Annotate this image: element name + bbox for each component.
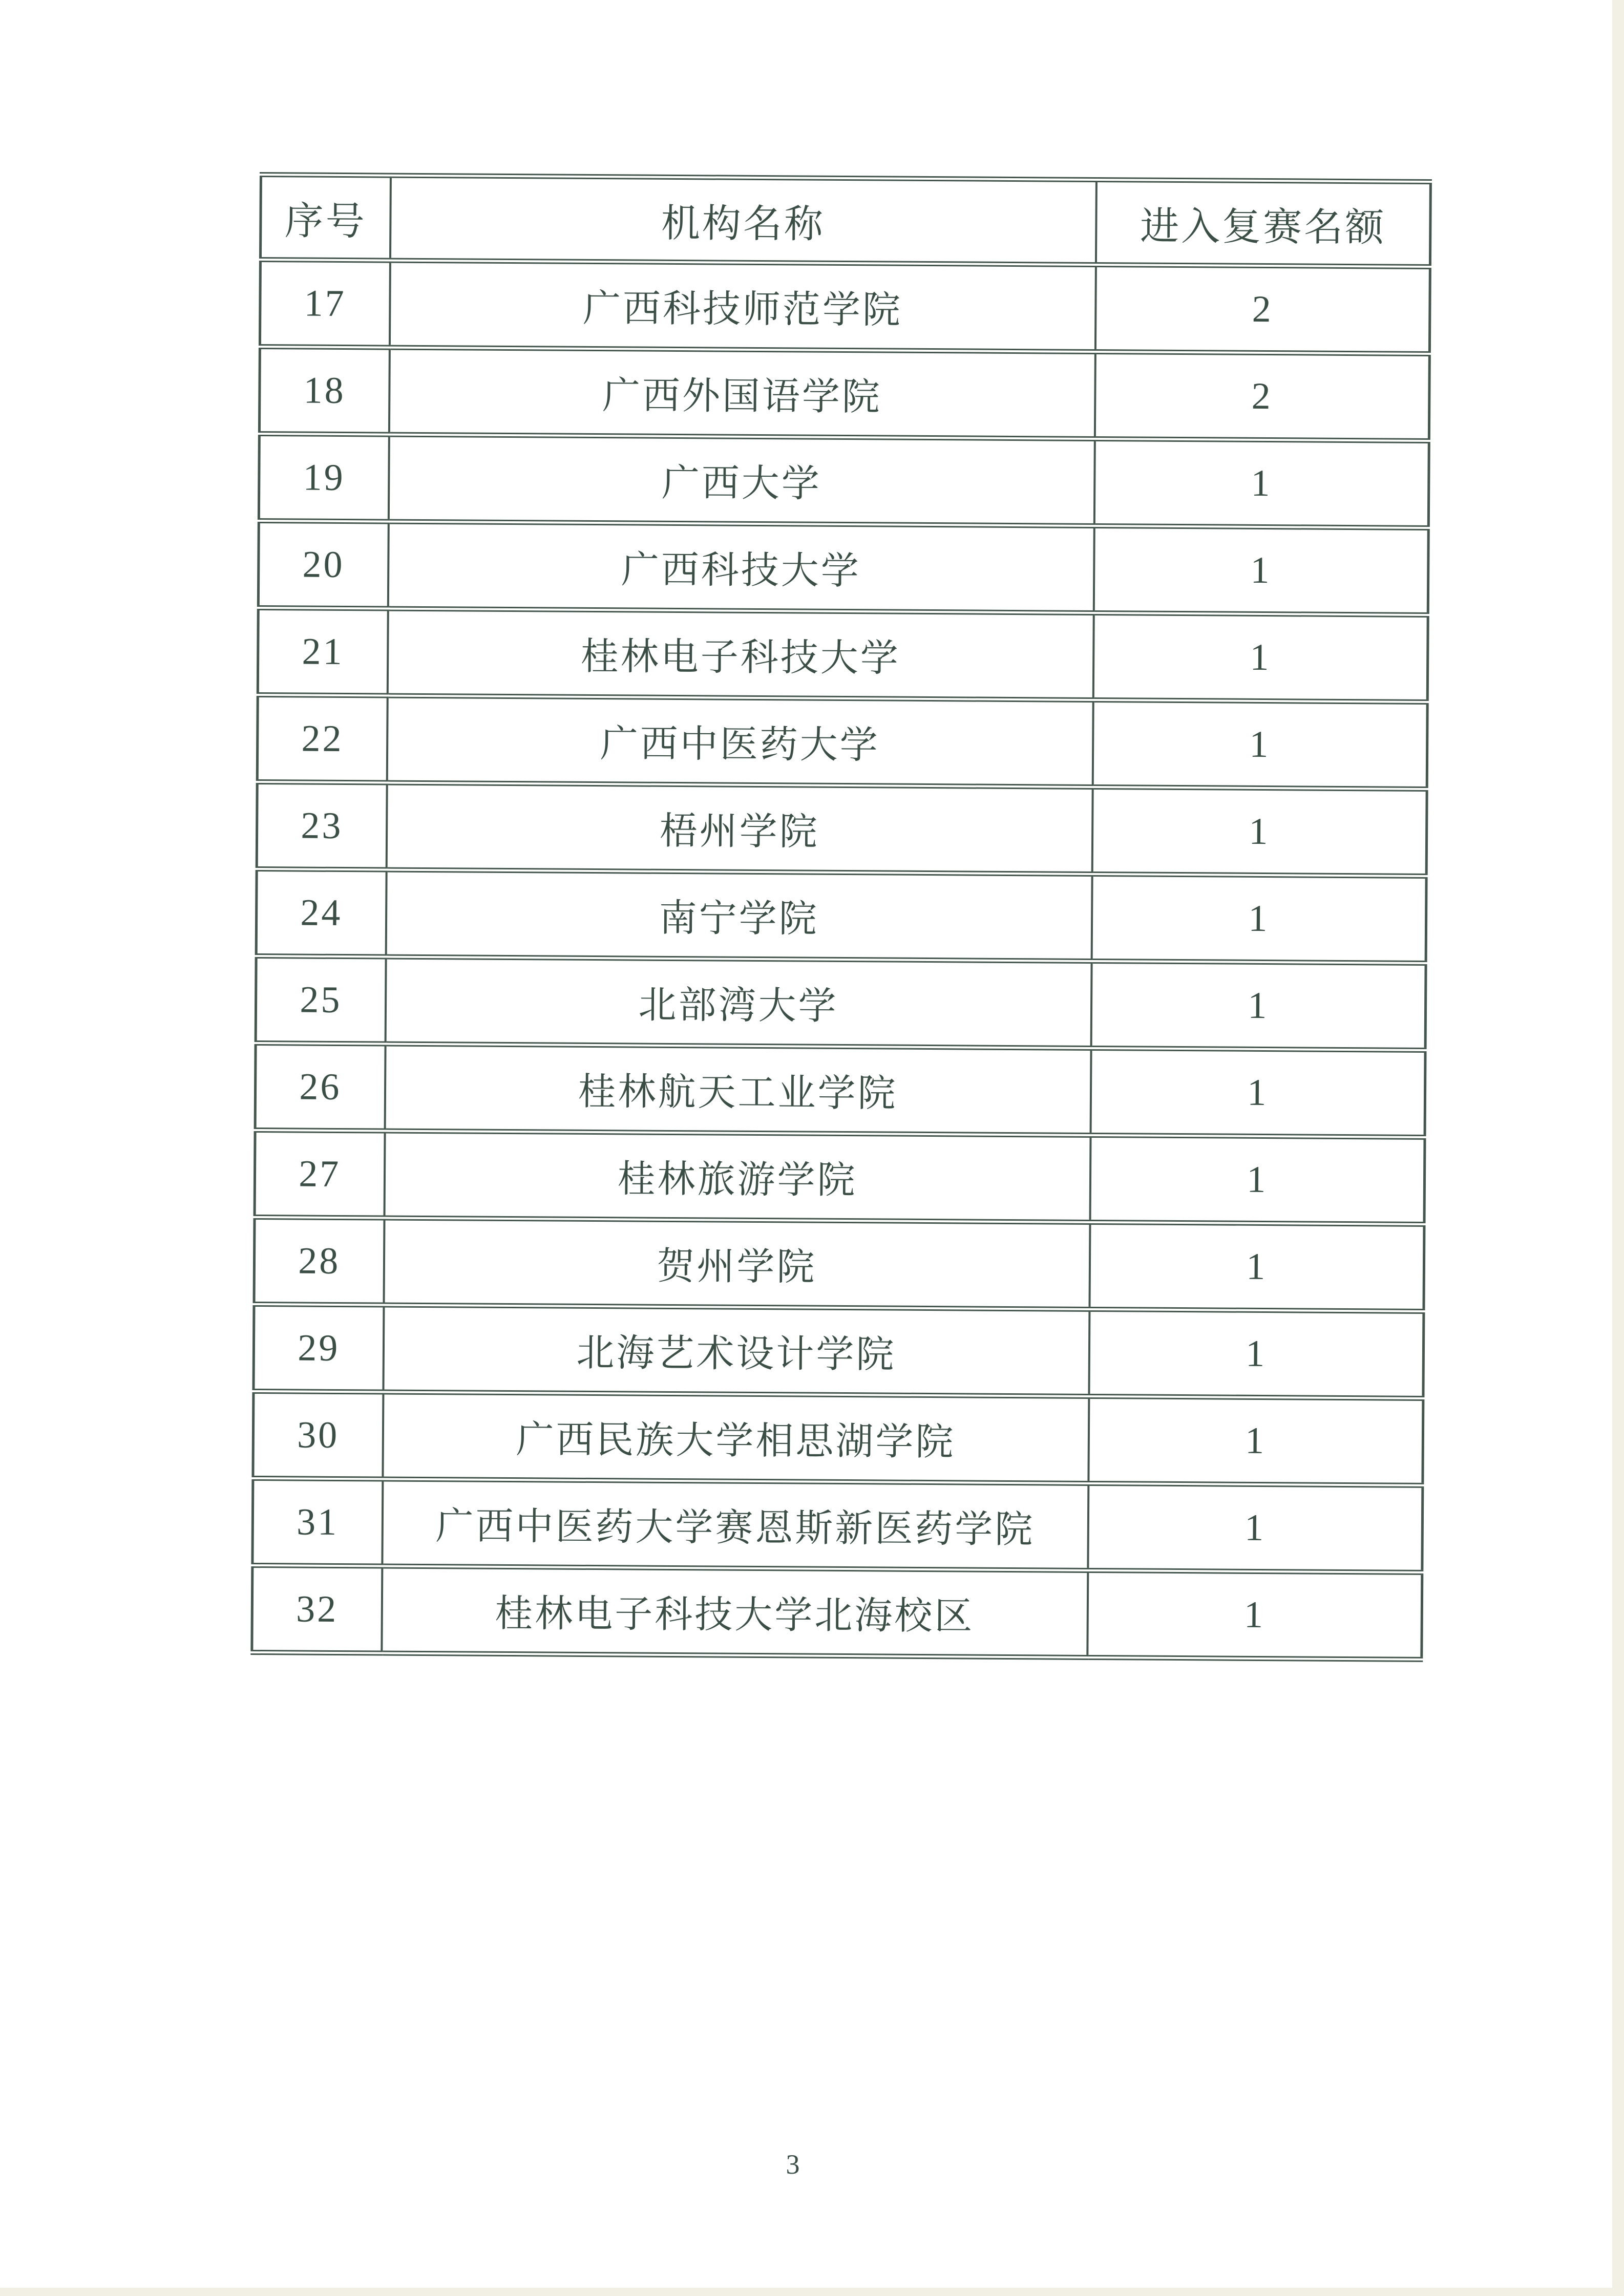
table-row: [253, 1391, 1423, 1485]
cell-serial: 24: [256, 869, 386, 957]
table-row: [259, 347, 1429, 441]
cell-serial: 25: [256, 956, 386, 1044]
cell-institution: 贺州学院: [384, 1218, 1090, 1309]
cell-serial: 28: [254, 1217, 384, 1305]
cell-quota: 2: [1095, 265, 1430, 354]
cell-quota: 1: [1092, 700, 1427, 789]
cell-quota: 1: [1091, 961, 1426, 1050]
cell-quota: 1: [1091, 874, 1426, 963]
table-row: [255, 1130, 1425, 1224]
cell-institution: 桂林电子科技大学: [387, 609, 1093, 700]
table-row: [257, 782, 1427, 876]
cell-institution: 桂林旅游学院: [384, 1131, 1090, 1222]
cell-serial: 19: [259, 434, 389, 522]
table-row: [256, 956, 1426, 1050]
cell-serial: 31: [252, 1478, 383, 1566]
cell-institution: 广西大学: [388, 435, 1094, 526]
cell-quota: 1: [1089, 1222, 1424, 1311]
cell-institution: 广西民族大学相思湖学院: [383, 1392, 1089, 1483]
col-header-serial: 序号: [260, 175, 390, 261]
cell-institution: 梧州学院: [386, 783, 1092, 874]
page-number: 3: [786, 2149, 800, 2180]
cell-serial: 22: [257, 695, 387, 783]
table-row: [257, 695, 1427, 789]
cell-serial: 20: [258, 521, 388, 609]
cell-quota: 1: [1090, 1135, 1425, 1224]
cell-quota: 1: [1087, 1570, 1422, 1660]
printed-block: [250, 172, 1432, 1662]
cell-serial: 21: [258, 608, 388, 696]
col-header-institution: 机构名称: [390, 176, 1096, 265]
table-row: [254, 1217, 1424, 1311]
cell-serial: 29: [254, 1304, 384, 1392]
cell-serial: 17: [260, 260, 390, 348]
cell-institution: 广西科技师范学院: [389, 261, 1095, 352]
table-row: [252, 1478, 1423, 1572]
cell-institution: 南宁学院: [386, 870, 1092, 961]
cell-institution: 广西中医药大学: [387, 696, 1093, 787]
cell-quota: 1: [1093, 526, 1428, 615]
cell-serial: 23: [257, 782, 387, 870]
table-body: [252, 260, 1430, 1660]
cell-institution: 广西中医药大学赛恩斯新医药学院: [382, 1479, 1088, 1570]
cell-institution: 桂林航天工业学院: [385, 1044, 1091, 1135]
table-row: [252, 1565, 1422, 1660]
cell-quota: 1: [1092, 787, 1427, 876]
col-header-quota: 进入复赛名额: [1095, 180, 1430, 267]
cell-quota: 1: [1090, 1048, 1425, 1137]
cell-institution: 桂林电子科技大学北海校区: [382, 1566, 1088, 1657]
cell-quota: 2: [1094, 352, 1429, 441]
scan-edge-shadow-bottom: [0, 2288, 1624, 2296]
cell-serial: 30: [253, 1391, 383, 1479]
cell-quota: 1: [1094, 439, 1429, 528]
cell-institution: 广西科技大学: [388, 522, 1094, 613]
cell-serial: 32: [252, 1565, 382, 1653]
scan-edge-shadow-right: [1612, 0, 1624, 2296]
cell-institution: 广西外国语学院: [389, 348, 1095, 439]
table-row: [260, 260, 1430, 354]
header-row: [260, 175, 1430, 267]
table-row: [258, 608, 1428, 702]
table-row: [256, 869, 1426, 963]
table-row: [259, 434, 1429, 528]
table-row: [258, 521, 1428, 615]
cell-serial: 26: [255, 1043, 385, 1131]
cell-institution: 北海艺术设计学院: [383, 1305, 1089, 1396]
table-row: [254, 1304, 1424, 1398]
quota-table: [250, 172, 1432, 1662]
cell-quota: 1: [1088, 1483, 1423, 1572]
table-header: [260, 175, 1430, 267]
cell-serial: 27: [255, 1130, 385, 1218]
cell-quota: 1: [1089, 1309, 1424, 1398]
cell-serial: 18: [259, 347, 389, 435]
table-row: [255, 1043, 1425, 1137]
cell-quota: 1: [1093, 613, 1428, 702]
cell-quota: 1: [1088, 1396, 1423, 1485]
cell-institution: 北部湾大学: [385, 957, 1091, 1048]
